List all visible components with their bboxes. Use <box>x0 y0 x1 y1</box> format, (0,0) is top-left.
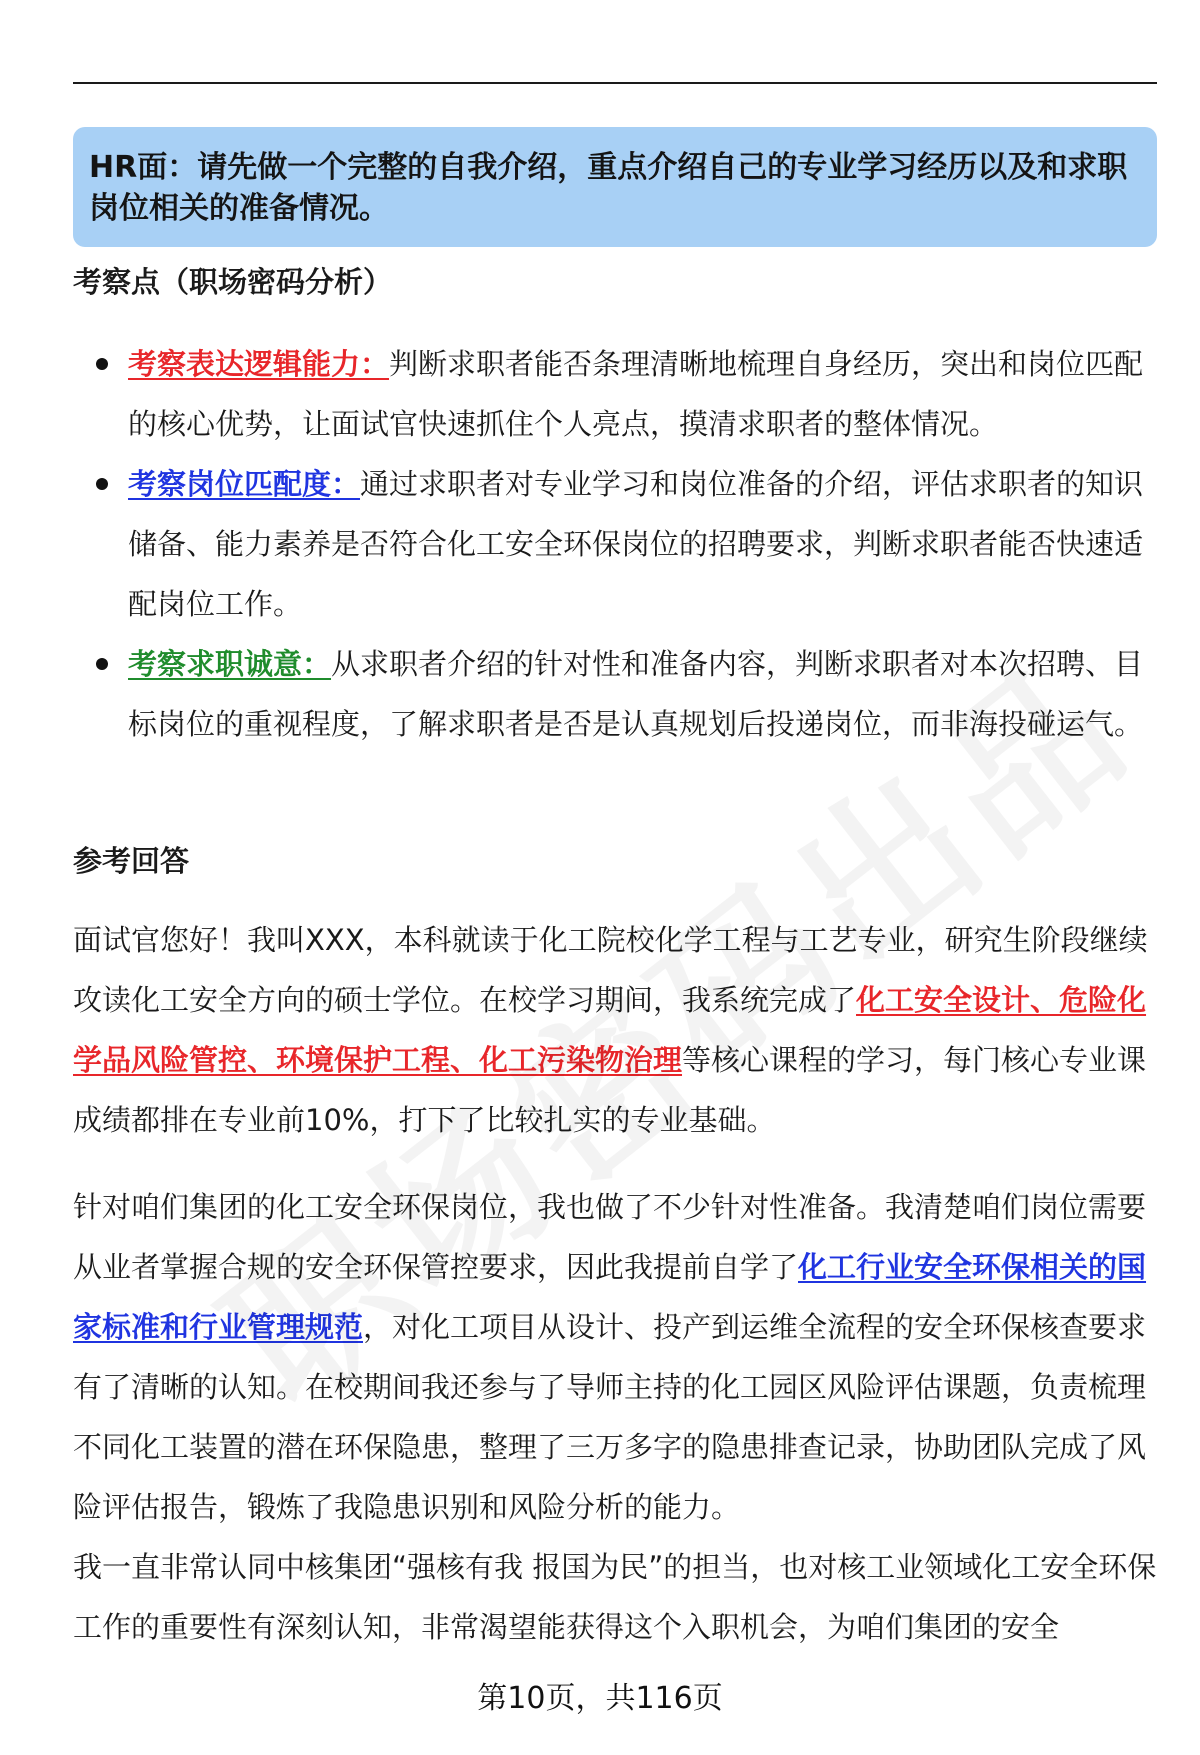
answer-highlight: 化工安全设计、危险化学品风险管控、环境保护工程、化工污染物治理 <box>73 983 1147 1077</box>
answer-text: ，对化工项目从设计、投产到运维全流程的安全环保核查要求有了清晰的认知。在校期间我还参与了导师主持的化工园区风险评估课题，负责梳理不同化工装置的潜在环保隐患，整理了三万多字的隐患排查记录，协助团队完成了风险评估报告，锻炼了我隐患识别和风险分析的能力。 <box>73 1310 1147 1524</box>
answer-paragraph-3: 我一直非常认同中核集团“强核有我 报国为民”的担当，也对核工业领域化工安全环保工作的重要性有深刻认知，非常渴望能获得这个入职机会，为咱们集团的安全 <box>73 1550 1157 1644</box>
point-label: 考察表达逻辑能力： <box>128 347 390 381</box>
question-box <box>73 127 1157 247</box>
answer-text: 等核心课程的学习，每门核心专业课成绩都排在专业前10%，打下了比较扎实的专业基础。 <box>73 1043 1147 1137</box>
section-title-answer: 参考回答 <box>73 844 190 878</box>
point-text: 判断求职者能否条理清晰地梳理自身经历，突出和岗位匹配的核心优势，让面试官快速抓住个人亮点，摸清求职者的整体情况。 <box>128 347 1144 441</box>
answer-paragraph-2 <box>73 1177 1163 1537</box>
list-item <box>73 634 1163 754</box>
list-item <box>73 334 1163 454</box>
answer-text: 针对咱们集团的化工安全环保岗位，我也做了不少针对性准备。我清楚咱们岗位需要从业者掌握合规的安全环保管控要求，因此我提前自学了 <box>73 1190 1147 1284</box>
list-item <box>73 454 1163 634</box>
question-text: HR面：请先做一个完整的自我介绍，重点介绍自己的专业学习经历以及和求职岗位相关的准备情况。 <box>89 150 1128 226</box>
analysis-points <box>73 334 1163 754</box>
point-text: 从求职者介绍的针对性和准备内容，判断求职者对本次招聘、目标岗位的重视程度，了解求职者是否是认真规划后投递岗位，而非海投碰运气。 <box>128 647 1144 741</box>
point-label: 考察岗位匹配度： <box>128 467 361 501</box>
bullet-icon <box>96 358 108 370</box>
point-label: 考察求职诚意： <box>128 647 332 681</box>
bullet-icon <box>96 658 108 670</box>
answer-text: 面试官您好！我叫XXX，本科就读于化工院校化学工程与工艺专业，研究生阶段继续攻读化工安全方向的硕士学位。在校学习期间，我系统完成了 <box>73 923 1148 1017</box>
answer-highlight: 化工行业安全环保相关的国家标准和行业管理规范 <box>73 1250 1147 1344</box>
section-title-analysis: 考察点（职场密码分析） <box>73 265 393 299</box>
header-rule <box>73 82 1157 84</box>
answer-paragraph-1 <box>73 910 1163 1150</box>
point-text: 通过求职者对专业学习和岗位准备的介绍，评估求职者的知识储备、能力素养是否符合化工安全环保岗位的招聘要求，判断求职者能否快速适配岗位工作。 <box>128 467 1144 621</box>
bullet-icon <box>96 478 108 490</box>
page-footer: 第10页，共116页 <box>477 1681 723 1716</box>
